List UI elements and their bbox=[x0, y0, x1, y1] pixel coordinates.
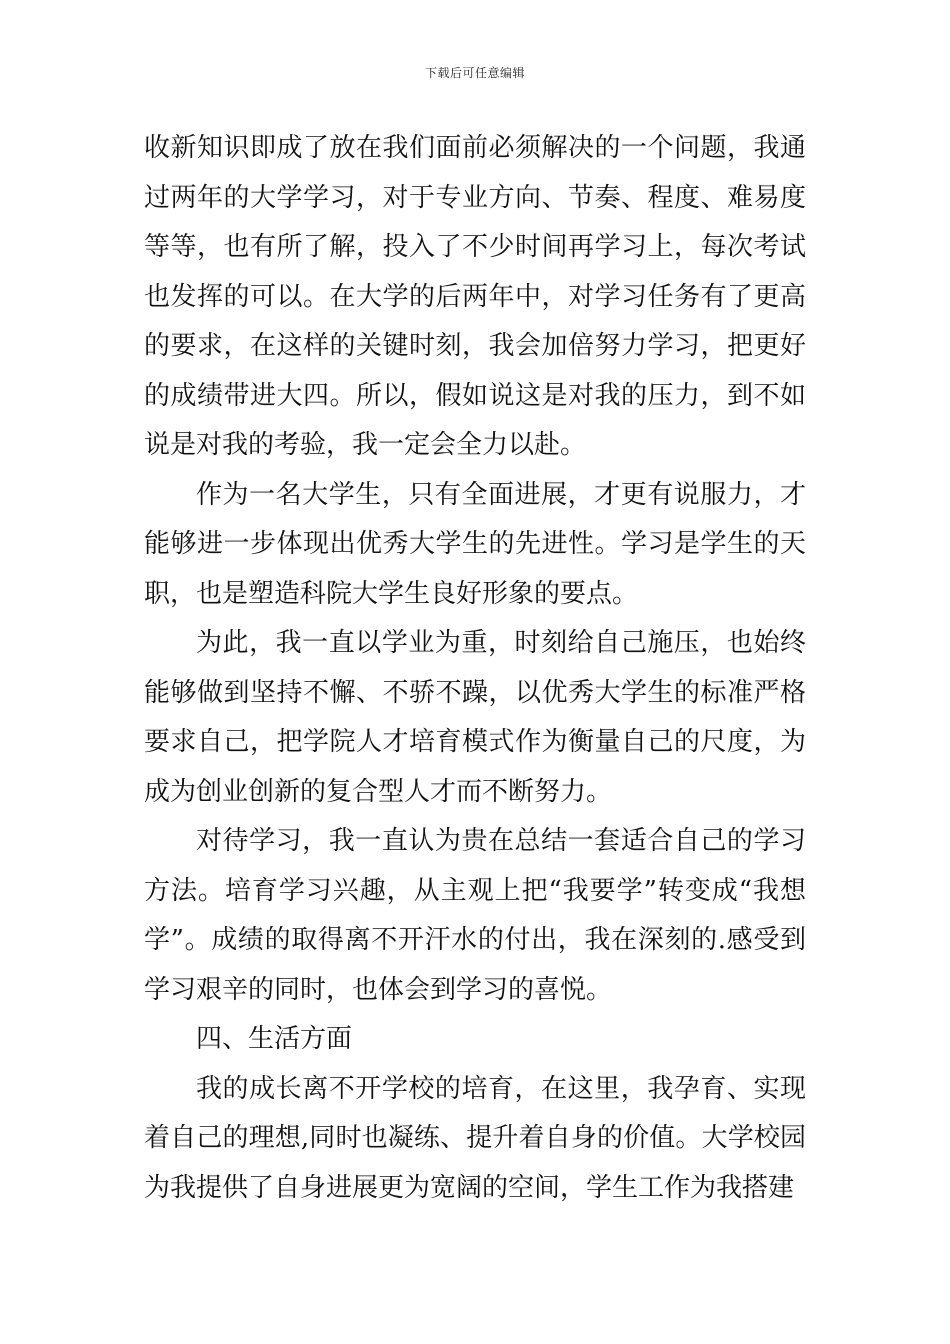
paragraph-all-round-development: 作为一名大学生，只有全面进展，才更有说服力，才能够进一步体现出优秀大学生的先进性。学习是学生的天职，也是塑造科院大学生良好形象的要点。 bbox=[144, 479, 806, 609]
document-body bbox=[144, 124, 806, 1213]
page-header: 下载后可任意编辑 bbox=[424, 66, 525, 80]
paragraph-study-pressure: 收新知识即成了放在我们面前必须解决的一个问题，我通过两年的大学学习，对于专业方向、节奏、程度、难易度等等，也有所了解，投入了不少时间再学习上，每次考试也发挥的可以。在大学的后两年中，对学习任务有了更高的要求，在这样的关键时刻，我会加倍努力学习，把更好的成绩带进大四。所以，假如说这是对我的压力，到不如说是对我的考验，我一定会全力以赴。 bbox=[144, 133, 806, 460]
paragraph-growth: 我的成长离不开学校的培育，在这里，我孕育、实现着自己的理想,同时也凝练、提升着自身的价值。大学校园为我提供了自身进展更为宽阔的空间，学生工作为我搭建 bbox=[144, 1073, 806, 1203]
paragraph-academic-focus: 为此，我一直以学业为重，时刻给自己施压，也始终能够做到坚持不懈、不骄不躁，以优秀大学生的标准严格要求自己，把学院人才培育模式作为衡量自己的尺度，为成为创业创新的复合型人才而不断努力。 bbox=[144, 628, 806, 807]
section-heading-life: 四、生活方面 bbox=[196, 1024, 353, 1054]
paragraph-study-method: 对待学习，我一直认为贵在总结一套适合自己的学习方法。培育学习兴趣，从主观上把“我要学”转变成“我想学”。成绩的取得离不开汗水的付出，我在深刻的.感受到学习艰辛的同时，也体会到学习的喜悦。 bbox=[144, 826, 806, 1005]
